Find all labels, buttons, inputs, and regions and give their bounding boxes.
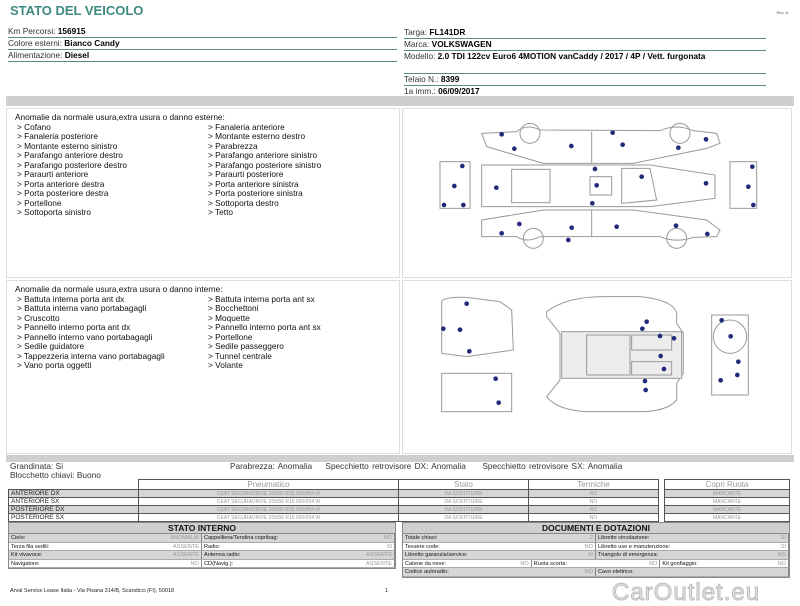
info-label: Ruota scorta: — [533, 560, 567, 567]
tyre-winter: NO — [529, 490, 659, 498]
damage-item: > Parafango posteriore destro — [17, 159, 128, 170]
info-label: CD(Navig.): — [204, 560, 234, 567]
field-label: 1a imm.: — [404, 86, 439, 96]
damage-marker — [464, 301, 469, 306]
header-stato: Stato — [399, 480, 529, 490]
damage-item: > Fanaleria anteriore — [208, 121, 285, 132]
field-label: Targa: — [404, 27, 430, 37]
damage-marker — [494, 185, 499, 190]
exterior-damage-list — [6, 108, 400, 278]
info-cell — [596, 543, 789, 551]
info-cell — [660, 560, 789, 568]
info-value: ASSENTE — [172, 552, 199, 558]
damage-item: > Porta anteriore destra — [17, 178, 105, 189]
info-row — [403, 560, 789, 569]
vehicle-field — [8, 26, 397, 38]
watermark: CarOutlet.eu — [612, 579, 761, 606]
tyre-model: CEAT SECURADRIVE 205/55 R16 000/094 W — [139, 498, 399, 506]
tyre-state: DA SOSTITUIRE — [399, 514, 529, 522]
vehicle-field — [404, 27, 766, 39]
tyre-winter: NO — [529, 506, 659, 514]
info-value: NO — [520, 560, 529, 567]
info-cell — [202, 543, 395, 551]
info-value: SI — [780, 535, 786, 541]
tyre-position: POSTERIORE SX — [9, 514, 139, 522]
damage-marker — [442, 203, 447, 208]
damage-item: > Moquette — [208, 312, 250, 323]
field-label: Telaio N.: — [404, 74, 441, 84]
damage-marker — [594, 183, 599, 188]
car-interior-outline — [442, 297, 749, 412]
damage-marker — [458, 327, 463, 332]
interior-title: Anomalie da normale usura,extra usura o danno interne: — [15, 284, 223, 294]
damage-marker — [643, 379, 648, 384]
field-label: Colore esterni: — [8, 38, 65, 48]
damage-item: > Portellone — [17, 197, 62, 208]
info-value: ASSENTE — [172, 543, 199, 550]
info-value: NO — [777, 560, 787, 567]
info-label: Libretto uso e manutenzione: — [598, 543, 671, 550]
damage-marker — [566, 238, 571, 243]
info-label: Catene da neve: — [405, 560, 447, 567]
car-side-top-outline — [482, 123, 720, 163]
damage-item: > Sottoporta destro — [208, 197, 279, 208]
info-value: NO — [190, 560, 199, 567]
documenti-box — [402, 522, 790, 578]
wheel-cover-row — [665, 490, 790, 498]
tyre-row — [9, 498, 659, 506]
damage-item: > Bocchettoni — [208, 303, 259, 313]
field-value: FL141DR — [429, 27, 466, 37]
damage-marker — [750, 164, 755, 169]
damage-item: > Parafango anteriore sinistro — [208, 150, 318, 160]
damage-item: > Parafango anteriore destro — [17, 150, 123, 160]
info-label: Libretto garanzia/service: — [405, 552, 468, 558]
info-value: 2 — [589, 535, 593, 541]
section-divider — [6, 96, 794, 106]
wheel-cover-row — [665, 498, 790, 506]
tyre-model: CEAT SECURADRIVE 205/55 R16 000/094 W — [139, 506, 399, 514]
info-value: ASSENTE — [365, 560, 392, 567]
info-row — [9, 534, 395, 543]
glass-status — [230, 462, 622, 471]
damage-marker — [676, 145, 681, 150]
info-value: NO — [584, 543, 593, 550]
tyre-model: CEAT SECURADRIVE 205/55 R16 000/094 W — [139, 490, 399, 498]
damage-marker — [493, 376, 498, 381]
info-cell — [9, 551, 202, 559]
damage-marker — [461, 203, 466, 208]
info-label: Triangolo di emergenza: — [598, 552, 659, 558]
mirror-dx-status: Specchietto retrovisore DX: Anomalia — [325, 461, 466, 471]
field-value: Bianco Candy — [64, 38, 120, 48]
damage-marker — [441, 326, 446, 331]
damage-marker — [452, 184, 457, 189]
tyre-position: ANTERIORE DX — [9, 490, 139, 498]
page-number: 1 — [385, 588, 389, 594]
revision: Rev. A — [776, 10, 788, 15]
tyre-position: POSTERIORE DX — [9, 506, 139, 514]
damage-item: > Sottoporta sinistro — [17, 207, 92, 217]
info-cell — [403, 543, 596, 551]
info-row — [9, 543, 395, 552]
page-title: STATO DEL VEICOLO — [10, 3, 144, 18]
damage-item: > Tunnel centrale — [208, 350, 272, 361]
damage-item: > Cofano — [17, 121, 51, 132]
field-value: VOLKSWAGEN — [431, 39, 492, 49]
damage-item: > Pannello interno porta ant sx — [208, 322, 321, 332]
vehicle-field — [404, 51, 766, 74]
info-label: Navigatore: — [11, 560, 40, 567]
damage-item: > Vano porta oggetti — [17, 360, 92, 370]
damage-item: > Montante esterno sinistro — [17, 140, 118, 151]
field-value: 8399 — [440, 74, 460, 84]
damage-item: > Tetto — [208, 207, 233, 217]
damage-item: > Volante — [208, 360, 243, 370]
info-cell — [596, 568, 789, 576]
info-cell — [596, 534, 789, 542]
damage-marker — [735, 373, 740, 378]
info-value: SI — [386, 543, 392, 550]
header-tyre: Pneumatico — [139, 480, 399, 490]
info-row — [403, 568, 789, 577]
info-label: Cavo elettrico: — [598, 569, 634, 575]
damage-marker — [467, 349, 472, 354]
info-label: Totale chiavi: — [405, 535, 438, 541]
tyre-row — [9, 506, 659, 514]
header-copri: Copri Ruota — [665, 480, 790, 490]
damage-marker — [746, 184, 751, 189]
damage-item: > Sedile passeggero — [208, 341, 284, 351]
damage-item: > Fanaleria posteriore — [17, 131, 98, 141]
field-value: 06/09/2017 — [438, 86, 480, 96]
info-cell — [202, 534, 395, 542]
tyre-model: CEAT SECURADRIVE 205/55 R16 000/094 W — [139, 514, 399, 522]
info-label: Cielo: — [11, 535, 26, 541]
damage-marker — [610, 130, 615, 135]
damage-marker — [590, 201, 595, 206]
damage-item: > Parabrezza — [208, 140, 258, 151]
info-label: Cappelliera/Tendina copribag: — [204, 535, 279, 541]
damage-marker — [640, 326, 645, 331]
field-value: 2.0 TDI 122cv Euro6 4MOTION vanCaddy / 2017 / 4P / Vett. furgonata — [437, 51, 706, 61]
damage-item: > Porta anteriore sinistra — [208, 178, 299, 189]
key-hail-status — [10, 462, 101, 479]
damage-item: > Paraurti posteriore — [208, 169, 284, 179]
damage-item: > Portellone — [208, 331, 253, 342]
damage-marker — [658, 334, 663, 339]
documenti-title: DOCUMENTI E DOTAZIONI — [403, 523, 789, 534]
damage-marker — [704, 181, 709, 186]
wheel-cover-table — [664, 479, 790, 522]
damage-item: > Battuta interna porta ant dx — [17, 293, 125, 304]
info-cell — [202, 560, 395, 568]
field-label: Modello: — [404, 51, 438, 61]
damage-marker — [639, 174, 644, 179]
mirror-sx-status: Specchietto retrovisore SX: Anomalia — [482, 461, 623, 471]
hail-status: Grandinata: Si — [10, 461, 64, 471]
damage-item: > Paraurti anteriore — [17, 169, 89, 179]
stato-interno-title: STATO INTERNO — [9, 523, 395, 534]
info-row — [403, 534, 789, 543]
info-label: Radio: — [204, 543, 221, 550]
info-cell — [596, 551, 789, 559]
damage-item: > Sedile guidatore — [17, 341, 85, 351]
damage-item: > Pannello interno porta ant dx — [17, 322, 131, 332]
info-cell — [403, 560, 532, 568]
field-label: Km Percorsi: — [8, 26, 58, 36]
info-label: Terza fila sedili: — [11, 543, 50, 550]
info-cell — [403, 568, 596, 576]
key-block-status: Blocchetto chiavi: Buono — [10, 469, 101, 480]
vehicle-field — [404, 39, 766, 51]
info-cell — [9, 543, 202, 551]
info-value: SI — [780, 543, 786, 550]
damage-item: > Montante esterno destro — [208, 131, 306, 141]
tyre-state: DA SOSTITUIRE — [399, 490, 529, 498]
stato-interno-box — [8, 522, 396, 569]
damage-marker — [672, 336, 677, 341]
damage-marker — [460, 164, 465, 169]
info-row — [9, 560, 395, 569]
damage-item: > Battuta interna porta ant sx — [208, 293, 315, 304]
damage-marker — [751, 203, 756, 208]
damage-marker — [614, 224, 619, 229]
damage-marker — [674, 223, 679, 228]
tyre-winter: NO — [529, 514, 659, 522]
info-cell — [202, 551, 395, 559]
damage-marker — [658, 354, 663, 359]
wheel-cover-state: MANCANTE — [665, 498, 790, 506]
info-value: NO — [383, 535, 392, 541]
damage-marker — [593, 167, 598, 172]
damage-marker — [644, 319, 649, 324]
field-value: 156915 — [57, 26, 86, 36]
info-value: ANOMALIA — [170, 535, 199, 541]
damage-item: > Porta posteriore sinistra — [208, 188, 303, 198]
damage-item: > Battuta interna vano portabagagli — [17, 303, 147, 313]
info-value: ASSENTE — [365, 552, 392, 558]
info-cell — [403, 534, 596, 542]
info-value: SI — [587, 552, 593, 558]
info-cell — [532, 560, 661, 568]
tyre-winter: NO — [529, 498, 659, 506]
field-value: Diesel — [64, 50, 90, 60]
damage-marker — [499, 132, 504, 137]
info-value: NO — [584, 569, 593, 575]
info-row — [403, 551, 789, 560]
damage-marker — [719, 318, 724, 323]
damage-item: > Parafango posteriore sinistro — [208, 159, 322, 170]
info-label: Tessere code: — [405, 543, 440, 550]
damage-marker — [496, 400, 501, 405]
info-row — [403, 543, 789, 552]
info-cell — [9, 534, 202, 542]
info-cell — [9, 560, 202, 568]
tyre-state: DA SOSTITUIRE — [399, 506, 529, 514]
info-value: NO — [648, 560, 658, 567]
wheel-cover-state: MANCANTE — [665, 506, 790, 514]
damage-item: > Cruscotto — [17, 312, 60, 323]
info-value: NO — [777, 552, 786, 558]
field-label: Marca: — [404, 39, 432, 49]
exterior-title: Anomalie da normale usura,extra usura o danno esterne: — [15, 112, 225, 122]
damage-marker — [704, 137, 709, 142]
tyre-row — [9, 514, 659, 522]
car-side-bottom-outline — [482, 210, 720, 248]
tyre-table — [8, 479, 659, 522]
header-termiche: Termiche — [529, 480, 659, 490]
tyre-row — [9, 490, 659, 498]
car-damage-diagram — [400, 110, 800, 450]
wheel-cover-row — [665, 514, 790, 522]
damage-item: > Tappezzeria interna vano portabagagli — [17, 350, 165, 361]
damage-marker — [643, 388, 648, 393]
info-label: Kit vivavoce: — [11, 552, 43, 558]
tyre-state: DA SOSTITUIRE — [399, 498, 529, 506]
field-label: Alimentazione: — [8, 50, 65, 60]
vehicle-field — [8, 38, 397, 50]
info-row — [9, 551, 395, 560]
damage-marker — [620, 142, 625, 147]
wheel-cover-state: MANCANTE — [665, 490, 790, 498]
wheel-cover-state: MANCANTE — [665, 514, 790, 522]
damage-marker — [499, 231, 504, 236]
tyre-position: ANTERIORE SX — [9, 498, 139, 506]
damage-item: > Pannello interno vano portabagagli — [17, 331, 153, 342]
damage-marker — [705, 232, 710, 237]
info-label: Libretto circolazione: — [598, 535, 650, 541]
damage-marker — [569, 225, 574, 230]
interior-damage-list — [6, 280, 400, 454]
vehicle-field — [8, 50, 397, 62]
damage-marker — [517, 222, 522, 227]
damage-marker — [662, 367, 667, 372]
wheel-cover-row — [665, 506, 790, 514]
info-label: Kit gonfiaggio: — [662, 560, 698, 567]
damage-marker — [569, 144, 574, 149]
damage-marker — [736, 359, 741, 364]
windshield-status: Parabrezza: Anomalia — [230, 461, 313, 471]
damage-marker — [512, 146, 517, 151]
info-cell — [403, 551, 596, 559]
info-label: Antenna radio: — [204, 552, 241, 558]
info-label: Codice autoradio: — [405, 569, 449, 575]
vehicle-field — [404, 74, 766, 86]
damage-marker — [728, 334, 733, 339]
damage-item: > Porta posteriore destra — [17, 188, 109, 198]
damage-marker — [718, 378, 723, 383]
footer-address: Arval Service Lease Italia - Via Pisana 314/B, Scandicci (FI), 50018 — [10, 588, 175, 594]
